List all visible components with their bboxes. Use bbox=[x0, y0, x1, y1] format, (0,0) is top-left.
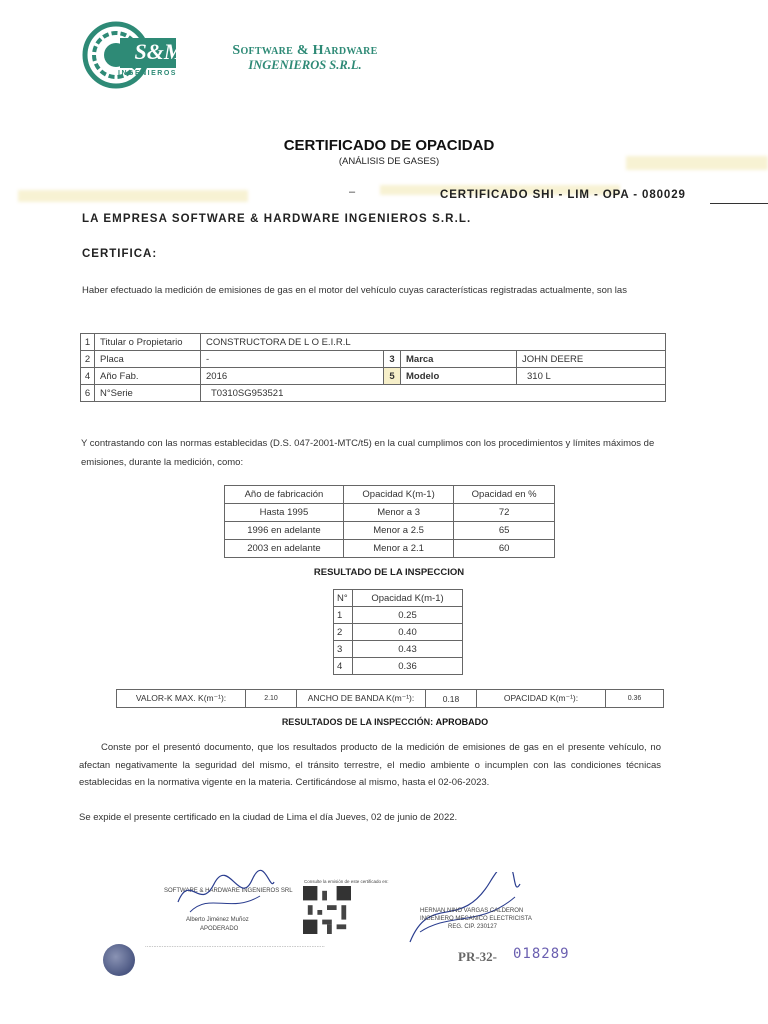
field-label: Titular o Propietario bbox=[95, 334, 201, 351]
table-cell: 72 bbox=[454, 504, 555, 522]
result-value: APROBADO bbox=[435, 717, 489, 727]
table-cell: 0.40 bbox=[353, 624, 463, 641]
dash-mark: – bbox=[349, 186, 356, 198]
serial-value: T0310SG953521 bbox=[201, 385, 666, 402]
field-label: Placa bbox=[95, 351, 201, 368]
stamp-number: 018289 bbox=[513, 946, 570, 962]
qr-caption: Consulte la emisión de este certificado en: bbox=[304, 879, 389, 884]
stamp-prefix: PR-32- bbox=[458, 949, 497, 964]
inspection-result bbox=[0, 717, 768, 727]
table-cell: 1 bbox=[334, 607, 353, 624]
table-cell: 0.36 bbox=[353, 658, 463, 675]
signature-company: SOFTWARE & HARDWARE INGENIEROS SRL bbox=[164, 888, 293, 894]
table-cell: 2 bbox=[334, 624, 353, 641]
company-name-line2: INGENIEROS S.R.L. bbox=[248, 58, 362, 72]
field-label: Marca bbox=[401, 351, 517, 368]
table-cell: Menor a 2.1 bbox=[343, 540, 453, 558]
field-label: Año Fab. bbox=[95, 368, 201, 385]
company-name-line1: Software & Hardware bbox=[232, 43, 378, 58]
seal-icon bbox=[103, 944, 135, 976]
table-cell: 65 bbox=[454, 522, 555, 540]
qr-code-icon bbox=[302, 886, 352, 934]
brand-value: JOHN DEERE bbox=[517, 351, 666, 368]
row-number: 5 bbox=[384, 368, 401, 385]
table-cell: Menor a 3 bbox=[343, 504, 453, 522]
document-subtitle: (ANÁLISIS DE GASES) bbox=[338, 156, 440, 167]
certifica-heading: CERTIFICA: bbox=[82, 248, 158, 260]
signature-left bbox=[170, 862, 280, 922]
limits-table bbox=[224, 485, 555, 558]
company-name bbox=[205, 44, 405, 72]
certificate-number: CERTIFICADO SHI - LIM - OPA - 080029 bbox=[440, 189, 686, 201]
opacity-value: 0.36 bbox=[606, 690, 664, 708]
results-title: RESULTADO DE LA INSPECCION bbox=[313, 567, 465, 578]
conste-paragraph: Conste por el presentó documento, que los resultados producto de la medición de emisiones de gas en el presente vehículo, no afectan negativamente la seguridad del mismo, el tránsito terrestre, el medio ambiente o incumplen con las condiciones técnicas establecidas en la normativa vigente en la materia. Certificándose al mismo, hasta el 02-06-2023. bbox=[79, 742, 661, 788]
column-header: Año de fabricación bbox=[225, 486, 344, 504]
row-number: 2 bbox=[81, 351, 95, 368]
table-cell: 0.25 bbox=[353, 607, 463, 624]
field-label: VALOR-K MAX. K(m⁻¹): bbox=[117, 690, 246, 708]
fine-print: ············································································································ bbox=[145, 944, 325, 950]
signer-right-name: HERNAN NINO VARGAS CALDERON bbox=[420, 908, 524, 914]
field-label: N°Serie bbox=[95, 385, 201, 402]
row-number: 4 bbox=[81, 368, 95, 385]
model-value: 310 L bbox=[517, 368, 666, 385]
table-cell: 0.43 bbox=[353, 641, 463, 658]
table-row bbox=[117, 690, 664, 708]
year-value: 2016 bbox=[201, 368, 384, 385]
intro-paragraph: Haber efectuado la medición de emisiones de gas en el motor del vehículo cuyas características registradas actualmente, son las bbox=[82, 285, 627, 296]
results-table bbox=[333, 589, 463, 675]
table-row bbox=[81, 351, 666, 368]
valor-k-value: 2.10 bbox=[246, 690, 297, 708]
table-row bbox=[81, 334, 666, 351]
band-width-value: 0.18 bbox=[426, 690, 477, 708]
table-cell: Menor a 2.5 bbox=[343, 522, 453, 540]
column-header: Opacidad K(m-1) bbox=[343, 486, 453, 504]
table-row bbox=[81, 368, 666, 385]
highlight-smear bbox=[18, 190, 248, 202]
logo-letters: S&M bbox=[134, 39, 184, 64]
issue-paragraph: Se expide el presente certificado en la ciudad de Lima el día Jueves, 02 de junio de 2022. bbox=[79, 812, 458, 823]
field-label: Modelo bbox=[401, 368, 517, 385]
table-row bbox=[225, 522, 555, 540]
table-cell: 60 bbox=[454, 540, 555, 558]
column-header: Opacidad en % bbox=[454, 486, 555, 504]
row-number: 1 bbox=[81, 334, 95, 351]
table-header-row bbox=[334, 590, 463, 607]
table-cell: 4 bbox=[334, 658, 353, 675]
signer-left-name: Alberto Jiménez Muñoz bbox=[186, 917, 249, 923]
plate-value: - bbox=[201, 351, 384, 368]
table-row bbox=[225, 504, 555, 522]
signer-right-reg: REG. CIP. 230127 bbox=[448, 924, 497, 930]
table-header-row bbox=[225, 486, 555, 504]
table-cell: 1996 en adelante bbox=[225, 522, 344, 540]
signer-left-role: APODERADO bbox=[200, 926, 239, 932]
result-label: RESULTADOS DE LA INSPECCIÓN: bbox=[281, 717, 434, 727]
table-row bbox=[334, 624, 463, 641]
table-row bbox=[334, 607, 463, 624]
row-number: 3 bbox=[384, 351, 401, 368]
table-row bbox=[334, 641, 463, 658]
document-title: CERTIFICADO DE OPACIDAD bbox=[283, 137, 495, 154]
table-cell: Hasta 1995 bbox=[225, 504, 344, 522]
company-statement: LA EMPRESA SOFTWARE & HARDWARE INGENIEROS S.R.L. bbox=[82, 213, 472, 225]
norm-paragraph: Y contrastando con las normas establecidas (D.S. 047-2001-MTC/t5) en la cual cumplimos con los procedimientos y límites máximos de emisiones, durante la medición, como: bbox=[81, 438, 655, 468]
signer-right-role: INGENIERO MECANICO ELECTRICISTA bbox=[420, 916, 532, 922]
table-row bbox=[225, 540, 555, 558]
owner-value: CONSTRUCTORA DE L O E.I.R.L bbox=[201, 334, 666, 351]
row-number: 6 bbox=[81, 385, 95, 402]
table-cell: 3 bbox=[334, 641, 353, 658]
table-cell: 2003 en adelante bbox=[225, 540, 344, 558]
column-header: N° bbox=[334, 590, 353, 607]
field-label: ANCHO DE BANDA K(m⁻¹): bbox=[297, 690, 426, 708]
table-row bbox=[81, 385, 666, 402]
vehicle-table bbox=[80, 333, 666, 402]
summary-table bbox=[116, 689, 664, 708]
divider bbox=[710, 203, 768, 204]
table-row bbox=[334, 658, 463, 675]
logo-subtext: INGENIEROS bbox=[118, 70, 177, 77]
field-label: OPACIDAD K(m⁻¹): bbox=[477, 690, 606, 708]
column-header: Opacidad K(m-1) bbox=[353, 590, 463, 607]
